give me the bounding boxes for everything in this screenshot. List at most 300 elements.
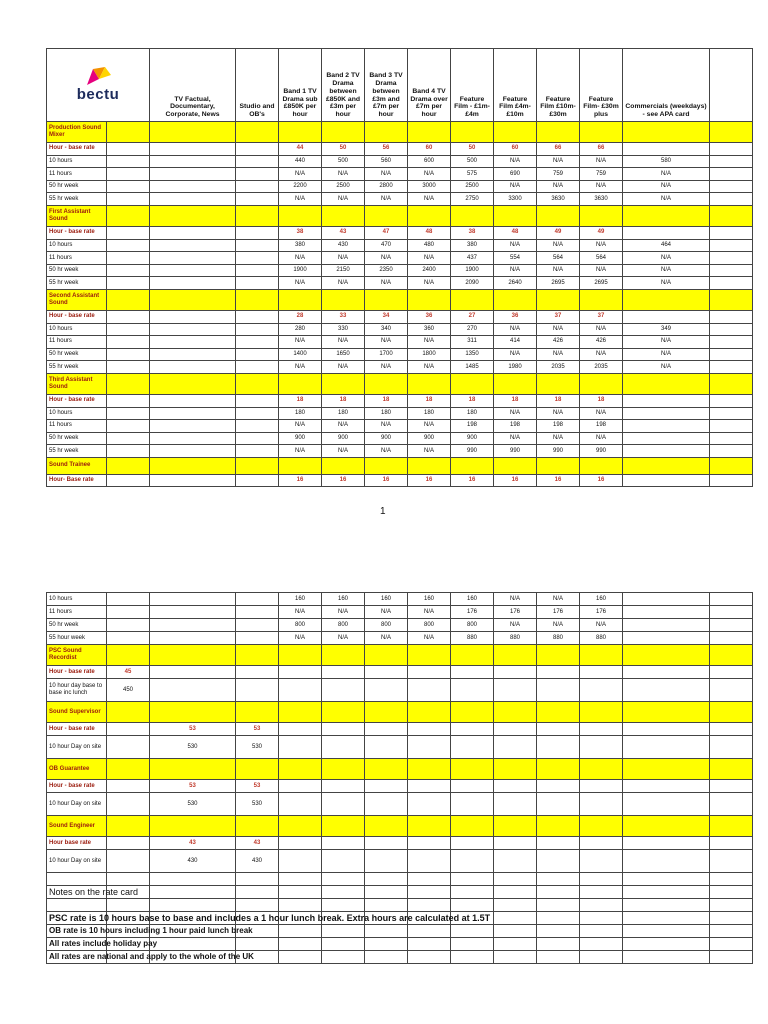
rate-cell xyxy=(494,736,537,759)
rate-cell xyxy=(236,394,279,407)
rate-cell xyxy=(623,593,710,606)
rate-cell xyxy=(710,850,753,873)
rate-cell: 1700 xyxy=(365,348,408,361)
note-cell xyxy=(494,886,537,899)
row-label: 11 hours xyxy=(47,252,107,265)
rate-cell: 360 xyxy=(408,323,451,336)
rate-cell: 437 xyxy=(451,252,494,265)
rate-cell xyxy=(710,666,753,679)
section-cell xyxy=(580,816,623,837)
section-header-row xyxy=(47,205,753,226)
rate-cell: N/A xyxy=(365,252,408,265)
rate-cell xyxy=(279,736,322,759)
table-row xyxy=(47,336,753,349)
table-row xyxy=(47,323,753,336)
rate-cell: 800 xyxy=(451,619,494,632)
rate-cell xyxy=(150,593,236,606)
rate-cell xyxy=(150,361,236,374)
rate-cell xyxy=(236,277,279,290)
section-cell xyxy=(623,759,710,780)
rate-cell xyxy=(580,837,623,850)
note-cell xyxy=(279,925,322,938)
rate-cell: 560 xyxy=(365,155,408,168)
header-commercials: Commercials (weekdays) - see APA card xyxy=(623,49,710,122)
rate-cell: N/A xyxy=(279,168,322,181)
rate-cell: 2035 xyxy=(580,361,623,374)
rate-cell xyxy=(408,723,451,736)
section-cell xyxy=(322,759,365,780)
section-cell xyxy=(580,702,623,723)
rate-cell xyxy=(236,180,279,193)
rate-cell: N/A xyxy=(623,336,710,349)
rate-cell: N/A xyxy=(537,619,580,632)
rate-cell: 49 xyxy=(537,226,580,239)
rate-cell xyxy=(623,666,710,679)
note-cell xyxy=(451,925,494,938)
rate-cell xyxy=(236,679,279,702)
note-cell xyxy=(580,873,623,886)
rate-cell xyxy=(236,593,279,606)
rate-cell: 160 xyxy=(408,593,451,606)
section-cell xyxy=(451,645,494,666)
header-feature-30m-plus: Feature Film- £30m plus xyxy=(580,49,623,122)
rate-cell: 18 xyxy=(537,394,580,407)
section-cell xyxy=(580,457,623,474)
rate-cell: N/A xyxy=(623,264,710,277)
rate-cell xyxy=(710,361,753,374)
rate-cell xyxy=(150,679,236,702)
rate-cell xyxy=(580,666,623,679)
note-cell xyxy=(236,899,279,912)
rate-cell xyxy=(236,239,279,252)
rate-cell xyxy=(710,593,753,606)
rate-cell xyxy=(537,736,580,759)
section-cell xyxy=(150,702,236,723)
section-header-row xyxy=(47,122,753,143)
rate-cell: 176 xyxy=(494,606,537,619)
note-cell xyxy=(623,938,710,951)
rate-cell: 1980 xyxy=(494,361,537,374)
section-cell xyxy=(710,205,753,226)
rate-cell xyxy=(580,780,623,793)
note-cell xyxy=(408,925,451,938)
rate-cell: N/A xyxy=(494,239,537,252)
note-cell xyxy=(537,873,580,886)
rate-cell: N/A xyxy=(365,632,408,645)
rate-cell xyxy=(279,793,322,816)
rate-cell: N/A xyxy=(580,432,623,445)
rate-cell xyxy=(107,168,150,181)
note-cell xyxy=(710,925,753,938)
table-row xyxy=(47,736,753,759)
rate-cell xyxy=(710,264,753,277)
section-cell xyxy=(537,702,580,723)
rate-cell: N/A xyxy=(494,432,537,445)
rate-cell xyxy=(279,666,322,679)
rate-cell: 16 xyxy=(537,474,580,487)
note-cell xyxy=(537,886,580,899)
rate-cell: N/A xyxy=(623,252,710,265)
rate-cell xyxy=(236,420,279,433)
section-cell xyxy=(236,645,279,666)
rate-cell: N/A xyxy=(580,239,623,252)
section-cell xyxy=(451,759,494,780)
section-title: First Assistant Sound xyxy=(47,205,107,226)
rate-cell: 60 xyxy=(494,143,537,156)
rate-cell: 198 xyxy=(494,420,537,433)
rate-cell: 1800 xyxy=(408,348,451,361)
rate-cell xyxy=(710,780,753,793)
rate-cell xyxy=(408,780,451,793)
bectu-logo-text: bectu xyxy=(76,85,120,103)
section-cell xyxy=(365,759,408,780)
section-cell xyxy=(623,205,710,226)
section-cell xyxy=(580,122,623,143)
rate-cell: 2800 xyxy=(365,180,408,193)
note-cell xyxy=(710,873,753,886)
section-cell xyxy=(408,457,451,474)
rate-cell: N/A xyxy=(365,277,408,290)
rate-cell xyxy=(365,666,408,679)
note-cell xyxy=(322,951,365,964)
rate-cell: 2090 xyxy=(451,277,494,290)
rate-cell: 27 xyxy=(451,310,494,323)
table-row xyxy=(47,593,753,606)
rate-card-table-page-1 xyxy=(46,48,753,487)
rate-cell xyxy=(107,239,150,252)
rate-cell: N/A xyxy=(494,323,537,336)
note-cell xyxy=(580,899,623,912)
note-cell xyxy=(451,899,494,912)
rate-cell: N/A xyxy=(365,361,408,374)
rate-cell: 530 xyxy=(236,736,279,759)
rate-cell: N/A xyxy=(322,606,365,619)
rate-cell: 18 xyxy=(494,394,537,407)
section-cell xyxy=(150,759,236,780)
table-row xyxy=(47,348,753,361)
rate-cell: N/A xyxy=(537,264,580,277)
section-cell xyxy=(537,205,580,226)
rate-cell: 53 xyxy=(236,723,279,736)
note-cell xyxy=(494,938,537,951)
note-cell xyxy=(580,925,623,938)
rate-cell: 160 xyxy=(322,593,365,606)
rate-cell: 500 xyxy=(322,155,365,168)
rate-cell: N/A xyxy=(279,632,322,645)
section-cell xyxy=(279,205,322,226)
rate-cell: 380 xyxy=(279,239,322,252)
rate-cell: N/A xyxy=(279,445,322,458)
section-header-row xyxy=(47,457,753,474)
note-cell xyxy=(710,886,753,899)
rate-cell: 564 xyxy=(580,252,623,265)
rate-cell: 430 xyxy=(150,850,236,873)
rate-cell xyxy=(623,420,710,433)
rate-cell: 38 xyxy=(279,226,322,239)
section-title: Sound Supervisor xyxy=(47,702,107,723)
rate-cell xyxy=(408,850,451,873)
note-cell xyxy=(150,873,236,886)
section-header-row xyxy=(47,816,753,837)
rate-cell xyxy=(107,407,150,420)
rate-cell xyxy=(150,168,236,181)
rate-cell xyxy=(710,336,753,349)
rate-cell: 2035 xyxy=(537,361,580,374)
rate-cell: 2640 xyxy=(494,277,537,290)
rate-cell xyxy=(107,180,150,193)
note-text xyxy=(47,873,107,886)
rate-cell: N/A xyxy=(408,252,451,265)
section-title: OB Guarantee xyxy=(47,759,107,780)
rate-cell: 36 xyxy=(494,310,537,323)
rate-cell xyxy=(150,474,236,487)
section-cell xyxy=(365,702,408,723)
rate-cell xyxy=(107,780,150,793)
section-header-row xyxy=(47,645,753,666)
rate-cell: 554 xyxy=(494,252,537,265)
rate-cell xyxy=(150,155,236,168)
section-cell xyxy=(279,645,322,666)
section-cell xyxy=(107,759,150,780)
section-cell xyxy=(365,645,408,666)
rate-cell xyxy=(623,632,710,645)
rate-cell xyxy=(107,336,150,349)
section-cell xyxy=(322,702,365,723)
rate-cell xyxy=(150,239,236,252)
rate-cell xyxy=(107,143,150,156)
rate-cell: 2400 xyxy=(408,264,451,277)
rate-cell: N/A xyxy=(494,593,537,606)
section-cell xyxy=(623,816,710,837)
rate-cell xyxy=(150,226,236,239)
section-cell xyxy=(236,289,279,310)
rate-cell xyxy=(623,850,710,873)
table-row xyxy=(47,168,753,181)
rate-cell: 270 xyxy=(451,323,494,336)
rate-cell: 564 xyxy=(537,252,580,265)
section-cell xyxy=(580,759,623,780)
rate-cell xyxy=(710,180,753,193)
note-cell xyxy=(322,873,365,886)
note-cell xyxy=(710,912,753,925)
rate-cell xyxy=(322,679,365,702)
section-cell xyxy=(408,645,451,666)
rate-cell xyxy=(365,736,408,759)
row-label: 10 hour day base to base inc lunch xyxy=(47,679,107,702)
rate-cell xyxy=(322,780,365,793)
rate-cell: 1900 xyxy=(451,264,494,277)
note-row xyxy=(47,899,753,912)
note-cell xyxy=(537,899,580,912)
section-cell xyxy=(710,702,753,723)
section-cell xyxy=(236,457,279,474)
base-rate-row xyxy=(47,837,753,850)
note-cell xyxy=(279,938,322,951)
section-cell xyxy=(322,457,365,474)
section-cell xyxy=(236,205,279,226)
rate-cell: 16 xyxy=(322,474,365,487)
rate-cell xyxy=(150,445,236,458)
rate-cell xyxy=(710,736,753,759)
section-cell xyxy=(365,289,408,310)
rate-cell: N/A xyxy=(279,277,322,290)
table-row xyxy=(47,850,753,873)
rate-cell xyxy=(150,193,236,206)
section-cell xyxy=(107,122,150,143)
rate-cell xyxy=(236,619,279,632)
rate-cell: N/A xyxy=(623,277,710,290)
section-cell xyxy=(107,457,150,474)
rate-cell: 349 xyxy=(623,323,710,336)
rate-cell: 880 xyxy=(451,632,494,645)
rate-cell xyxy=(236,143,279,156)
rate-cell: N/A xyxy=(365,193,408,206)
rate-cell: 49 xyxy=(580,226,623,239)
section-header-row xyxy=(47,759,753,780)
rate-cell xyxy=(623,723,710,736)
rate-cell xyxy=(710,632,753,645)
rate-cell: 18 xyxy=(279,394,322,407)
note-cell xyxy=(365,899,408,912)
note-text: OB rate is 10 hours including 1 hour paid lunch break xyxy=(47,925,107,938)
note-cell xyxy=(537,912,580,925)
section-title: Third Assistant Sound xyxy=(47,373,107,394)
rate-cell: 800 xyxy=(279,619,322,632)
section-cell xyxy=(710,457,753,474)
note-cell xyxy=(494,899,537,912)
note-cell xyxy=(322,886,365,899)
rate-cell xyxy=(322,723,365,736)
rate-cell xyxy=(623,619,710,632)
rate-cell: N/A xyxy=(580,619,623,632)
note-row xyxy=(47,912,753,925)
rate-cell: N/A xyxy=(494,619,537,632)
rate-cell: 2350 xyxy=(365,264,408,277)
note-cell xyxy=(365,873,408,886)
rate-cell xyxy=(107,252,150,265)
rate-cell: 380 xyxy=(451,239,494,252)
row-label: 10 hours xyxy=(47,155,107,168)
rate-cell: 311 xyxy=(451,336,494,349)
section-cell xyxy=(623,122,710,143)
row-label: Hour - base rate xyxy=(47,723,107,736)
section-cell xyxy=(365,457,408,474)
note-cell xyxy=(322,925,365,938)
row-label: 10 hours xyxy=(47,593,107,606)
rate-cell xyxy=(580,793,623,816)
section-header-row xyxy=(47,289,753,310)
rate-cell xyxy=(236,226,279,239)
rate-cell: N/A xyxy=(365,168,408,181)
section-cell xyxy=(150,373,236,394)
note-cell xyxy=(279,951,322,964)
rate-cell: 450 xyxy=(107,679,150,702)
section-cell xyxy=(236,759,279,780)
rate-cell xyxy=(494,780,537,793)
row-label: 50 hr week xyxy=(47,432,107,445)
rate-cell xyxy=(107,445,150,458)
rate-cell: 2750 xyxy=(451,193,494,206)
rate-cell: N/A xyxy=(322,632,365,645)
rate-cell: 990 xyxy=(451,445,494,458)
row-label: 10 hours xyxy=(47,407,107,420)
row-label: Hour - base rate xyxy=(47,143,107,156)
rate-cell: 575 xyxy=(451,168,494,181)
rate-cell xyxy=(236,264,279,277)
rate-cell xyxy=(537,666,580,679)
section-cell xyxy=(322,373,365,394)
rate-cell: N/A xyxy=(279,336,322,349)
rate-cell xyxy=(623,143,710,156)
rate-cell: N/A xyxy=(322,445,365,458)
rate-cell xyxy=(710,407,753,420)
rate-cell: N/A xyxy=(408,445,451,458)
section-cell xyxy=(537,816,580,837)
note-cell xyxy=(494,925,537,938)
rate-cell xyxy=(150,606,236,619)
bectu-logo-icon xyxy=(83,67,113,87)
rate-cell: 1485 xyxy=(451,361,494,374)
section-cell xyxy=(322,816,365,837)
note-cell xyxy=(408,951,451,964)
rate-cell: 36 xyxy=(408,310,451,323)
rate-cell: 470 xyxy=(365,239,408,252)
rate-cell: N/A xyxy=(279,193,322,206)
rate-cell: 880 xyxy=(537,632,580,645)
note-cell xyxy=(710,899,753,912)
section-cell xyxy=(107,816,150,837)
rate-cell: N/A xyxy=(580,323,623,336)
row-label: 55 hr week xyxy=(47,277,107,290)
rate-cell: 530 xyxy=(150,736,236,759)
rate-cell: N/A xyxy=(408,168,451,181)
rate-cell: 16 xyxy=(580,474,623,487)
rate-cell: N/A xyxy=(365,606,408,619)
rate-cell: N/A xyxy=(537,432,580,445)
rate-cell: N/A xyxy=(279,252,322,265)
rate-cell: N/A xyxy=(408,606,451,619)
rate-cell: N/A xyxy=(279,606,322,619)
section-cell xyxy=(408,289,451,310)
section-cell xyxy=(623,645,710,666)
rate-cell: 34 xyxy=(365,310,408,323)
rate-cell xyxy=(494,850,537,873)
rate-cell xyxy=(408,666,451,679)
rate-cell xyxy=(279,850,322,873)
section-cell xyxy=(279,373,322,394)
rate-cell xyxy=(107,474,150,487)
section-cell xyxy=(236,702,279,723)
rate-cell: N/A xyxy=(408,193,451,206)
base-rate-row xyxy=(47,723,753,736)
rate-cell xyxy=(623,837,710,850)
section-header-row xyxy=(47,373,753,394)
rate-cell xyxy=(107,632,150,645)
rate-cell: 430 xyxy=(322,239,365,252)
note-cell xyxy=(408,899,451,912)
rate-cell: 2695 xyxy=(537,277,580,290)
rate-cell: N/A xyxy=(537,348,580,361)
rate-cell: 198 xyxy=(580,420,623,433)
note-cell xyxy=(279,899,322,912)
section-cell xyxy=(494,373,537,394)
rate-cell: 18 xyxy=(451,394,494,407)
row-label: 55 hr week xyxy=(47,445,107,458)
rate-cell: N/A xyxy=(580,264,623,277)
rate-cell xyxy=(623,310,710,323)
section-cell xyxy=(408,702,451,723)
section-cell xyxy=(150,457,236,474)
